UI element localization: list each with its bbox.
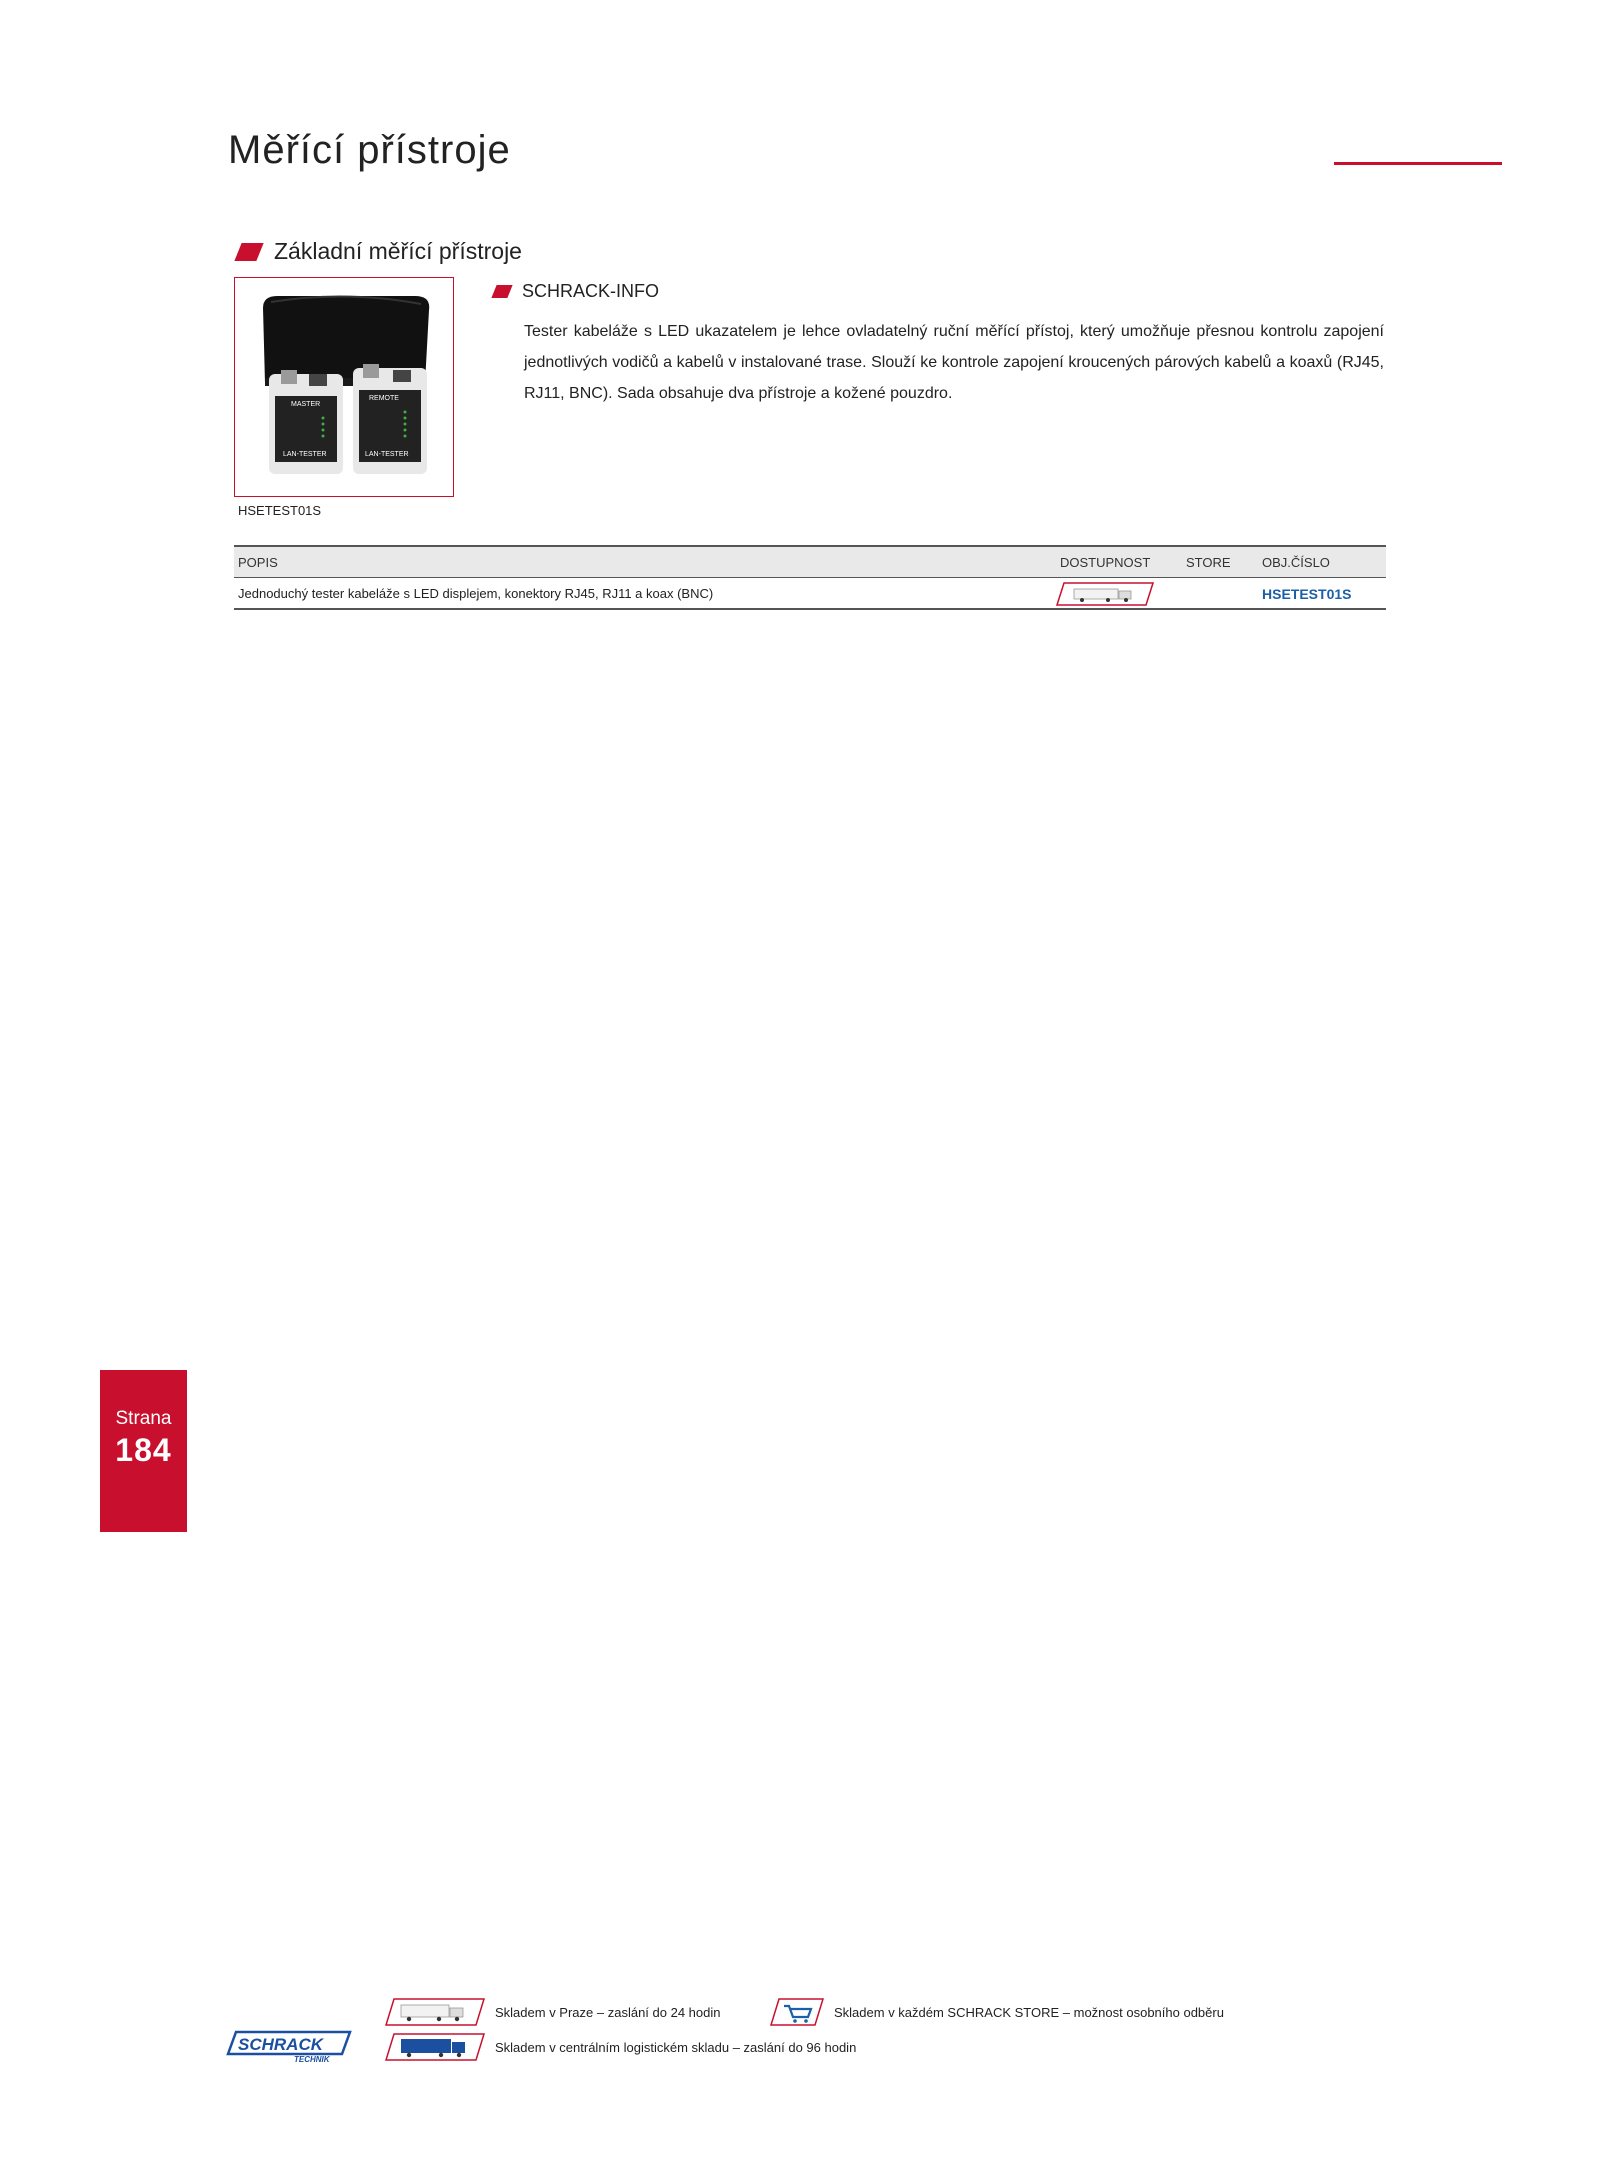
truck-blue-icon [385,2033,485,2061]
legend-text: Skladem v každém SCHRACK STORE – možnost osobního odběru [834,2004,1224,2020]
info-text: Tester kabeláže s LED ukazatelem je lehce ovladatelný ruční měřící přístoj, který umožňuje přesnou kontrolu zapojení jednotlivých vodičů a kabelů v instalované trase. Slouží ke kontrole zapojení kroucených párových kabelů a koaxů (RJ45, RJ11, BNC). Sada obsahuje dva přístroje a kožené pouzdro. [524,323,1384,402]
order-code-link[interactable]: HSETEST01S [1262,586,1352,602]
legend-item [770,1998,1224,2026]
info-heading [494,281,659,302]
header-dostupnost: DOSTUPNOST [1060,555,1151,570]
section-title: Základní měřící přístroje [274,238,522,264]
remote-label: REMOTE [369,395,399,402]
title-rule [1334,162,1502,165]
truck-white-icon [385,1998,485,2026]
legend-item [385,1998,720,2026]
lan-tester-label-right: LAN-TESTER [365,451,409,458]
product-caption: HSETEST01S [238,503,322,518]
cart-icon [770,1998,824,2026]
lan-tester-label-left: LAN-TESTER [283,451,327,458]
row-popis: Jednoduchý tester kabeláže s LED displejem, konektory RJ45, RJ11 a koax (BNC) [238,586,714,601]
header-popis: POPIS [238,555,278,570]
header-obj: OBJ.ČÍSLO [1262,555,1330,570]
table-header [234,545,1386,578]
info-title: SCHRACK-INFO [522,281,660,301]
page-number-tab [100,1370,187,1532]
product-table [234,545,1386,610]
legend-text: Skladem v Praze – zaslání do 24 hodin [495,2004,721,2020]
product-image[interactable] [234,277,454,497]
legend-item [385,2033,856,2061]
schrack-logo [226,2030,352,2069]
section-heading [238,238,522,265]
page-label: Strana [115,1408,172,1429]
page-title: Měřící přístroje [228,128,511,172]
schrack-logo-icon [226,2030,352,2064]
lan-tester-image [235,278,453,496]
section-marker-icon [234,243,263,261]
truck-white-icon [1056,582,1154,606]
logo-subtext: TECHNIK [294,2055,330,2064]
header-store: STORE [1186,555,1231,570]
logo-text: SCHRACK [238,2035,323,2054]
info-marker-icon [491,285,512,298]
page-number: 184 [115,1432,172,1468]
legend-text: Skladem v centrálním logistickém skladu – zaslání do 96 hodin [495,2039,857,2055]
master-label: MASTER [291,401,321,408]
table-row [234,578,1386,610]
